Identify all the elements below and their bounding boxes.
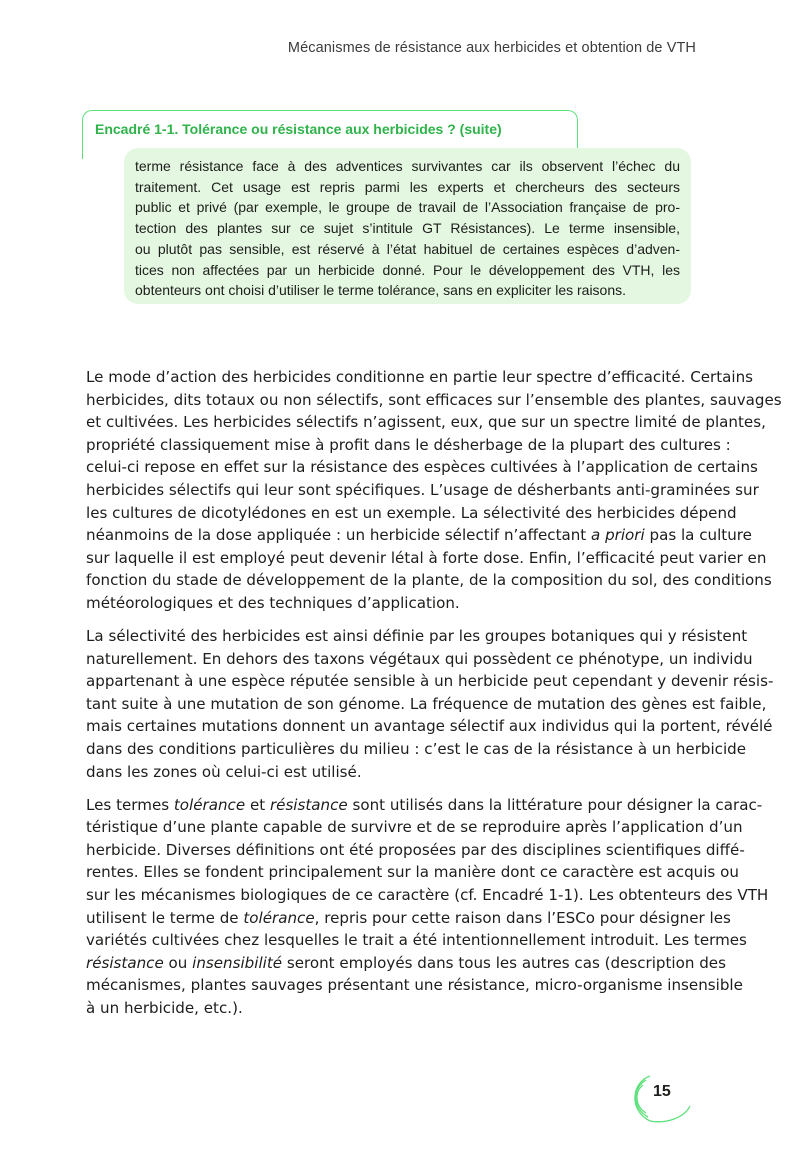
- box-line: traitement. Cet usage est repris parmi les experts et chercheurs des secteurs: [135, 178, 680, 195]
- text-line: rentes. Elles se fondent principalement sur la manière dont ce caractère est acquis ou: [86, 863, 739, 882]
- box-line: ou plutôt pas sensible, est réservé à l’état habituel de certaines espèces d’adven-: [135, 240, 680, 257]
- text-run: Les termes: [86, 795, 174, 814]
- box-title: Encadré 1-1. Tolérance ou résistance aux herbicides ? (suite): [95, 121, 502, 137]
- page-number: 15: [653, 1083, 671, 1100]
- paragraph-2: [86, 625, 774, 783]
- text-line: variétés cultivées chez lesquelles le trait a été intentionnellement introduit. Les termes: [86, 931, 747, 950]
- text-line: appartenant à une espèce réputée sensible à un herbicide peut cependant y devenir résis-: [86, 672, 774, 691]
- text-run: utilisent le terme de: [86, 908, 244, 927]
- text-line: sur laquelle il est employé peut devenir létal à forte dose. Enfin, l’efficacité peut varier en: [86, 548, 767, 567]
- paragraph-1: [86, 366, 782, 615]
- text-line: [86, 794, 763, 817]
- text-line: dans les zones où celui-ci est utilisé.: [86, 762, 362, 781]
- box-body: [124, 148, 691, 304]
- text-line: herbicide. Diverses définitions ont été proposées par des disciplines scientifiques diffé-: [86, 840, 745, 859]
- text-line: téristique d’une plante capable de survivre et de se reproduire après l’application d’un: [86, 818, 743, 837]
- text-line: météorologiques et des techniques d’application.: [86, 593, 460, 612]
- text-line: et cultivées. Les herbicides sélectifs n’agissent, eux, que sur un spectre limité de plantes,: [86, 413, 766, 432]
- text-line: mais certaines mutations donnent un avantage sélectif aux individus qui la portent, révélé: [86, 717, 773, 736]
- main-text: [86, 366, 782, 1030]
- box-line: obtenteurs ont choisi d’utiliser le terme tolérance, sans en expliciter les raisons.: [135, 282, 627, 299]
- italic-term: résistance: [269, 795, 348, 814]
- italic-term: a priori: [591, 526, 645, 545]
- running-header: Mécanismes de résistance aux herbicides et obtention de VTH: [287, 40, 696, 56]
- text-line: fonction du stade de développement de la plante, de la composition du sol, des conditions: [86, 571, 772, 590]
- text-line: sur les mécanismes biologiques de ce caractère (cf. Encadré 1-1). Les obtenteurs des VTH: [86, 886, 769, 905]
- paragraph-3: [86, 794, 769, 1020]
- text-line: Le mode d’action des herbicides conditionne en partie leur spectre d’efficacité. Certains: [86, 368, 754, 386]
- text-line: herbicides sélectifs qui leur sont spécifiques. L’usage de désherbants anti-graminées sur: [86, 480, 759, 499]
- text-line: mécanismes, plantes sauvages présentant une résistance, micro-organisme insensible: [86, 976, 743, 995]
- text-line: La sélectivité des herbicides est ainsi définie par les groupes botaniques qui y résistent: [86, 627, 748, 646]
- box-line: public et privé (par exemple, le groupe de travail de l’Association française de pro-: [135, 199, 680, 216]
- italic-term: tolérance: [243, 908, 315, 927]
- text-line: [86, 524, 752, 547]
- box-line: tices non affectées par un herbicide donné. Pour le développement des VTH, les: [135, 261, 680, 278]
- text-run: sont utilisés dans la littérature pour désigner la carac-: [347, 795, 763, 814]
- text-line: les cultures de dicotylédones en est un exemple. La sélectivité des herbicides dépend: [86, 503, 737, 522]
- text-line: dans des conditions particulières du milieu : c’est le cas de la résistance à un herbicide: [86, 740, 747, 758]
- text-line: tant suite à une mutation de son génome. La fréquence de mutation des gènes est faible,: [86, 694, 767, 713]
- page-number-badge: [626, 1072, 696, 1124]
- text-line: à un herbicide, etc.).: [86, 999, 243, 1018]
- text-line: [86, 952, 726, 975]
- text-line: propriété classiquement mise à profit dans le désherbage de la plupart des cultures :: [86, 435, 731, 454]
- text-run: , repris pour cette raison dans l’ESCo pour désigner les: [314, 908, 731, 927]
- text-line: herbicides, dits totaux ou non sélectifs, sont efficaces sur l’ensemble des plantes, sauvages: [86, 390, 782, 409]
- text-run: néanmoins de la dose appliquée : un herbicide sélectif n’affectant: [86, 526, 592, 545]
- text-line: celui-ci repose en effet sur la résistance des espèces cultivées à l’application de certains: [86, 458, 758, 477]
- text-run: pas la culture: [644, 526, 752, 545]
- box-line: tection des plantes sur ce sujet s’intitule GT Résistances). Le terme insensible,: [135, 220, 680, 237]
- italic-term: résistance: [86, 953, 164, 972]
- italic-term: insensibilité: [192, 953, 283, 972]
- box-line: terme résistance face à des adventices survivantes car ils observent l’échec du: [135, 158, 680, 174]
- text-run: ou: [163, 953, 193, 972]
- italic-term: tolérance: [173, 795, 246, 814]
- text-run: et: [245, 795, 270, 814]
- text-line: [86, 907, 731, 930]
- text-line: naturellement. En dehors des taxons végétaux qui possèdent ce phénotype, un individu: [86, 649, 753, 668]
- text-run: seront employés dans tous les autres cas (description des: [282, 953, 726, 972]
